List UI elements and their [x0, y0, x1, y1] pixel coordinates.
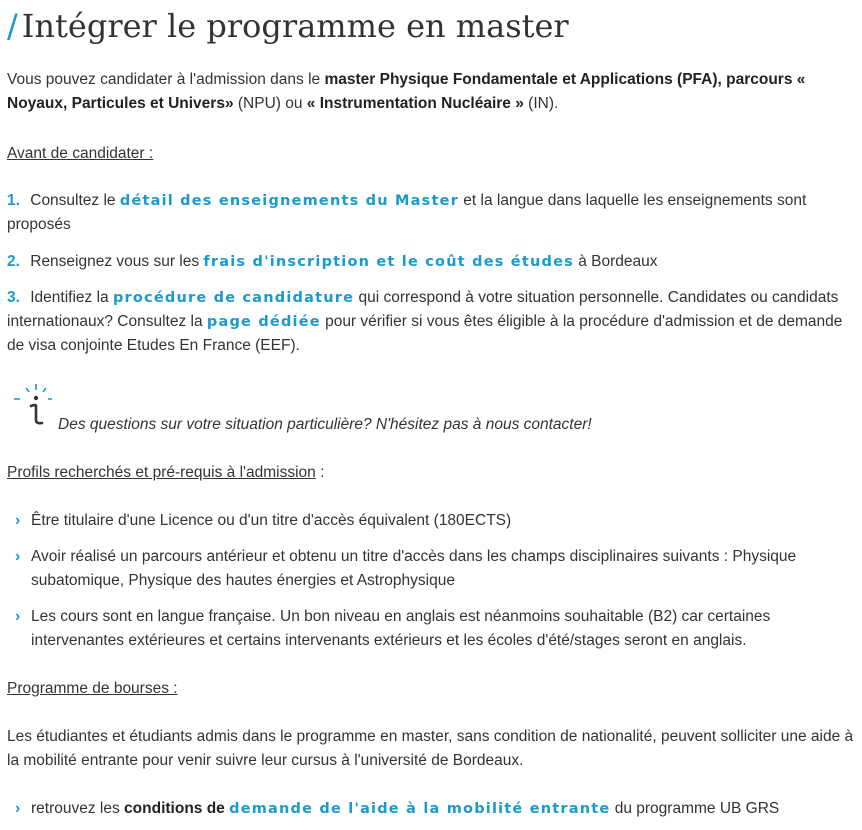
list-item-text: Avoir réalisé un parcours antérieur et obtenu un titre d'accès dans les champs disciplinaires suivants : Physique subatomique, Physique des hautes énergies et Astrophysique: [31, 548, 797, 589]
list-item-text: Être titulaire d'une Licence ou d'un titre d'accès équivalent (180ECTS): [31, 512, 512, 529]
profiles-heading-colon: :: [315, 464, 325, 481]
intro-parcours-in: « Instrumentation Nucléaire »: [306, 95, 524, 112]
intro-text-3: (IN).: [523, 95, 559, 112]
step-text: qui correspond à votre situation personnelle. Candidates ou candidats internationaux? Consultez la: [7, 289, 839, 330]
step-number: 1.: [7, 192, 20, 209]
before-heading: Avant de candidater :: [7, 145, 154, 162]
chevron-right-icon: ›: [15, 800, 21, 817]
intro-text: Vous pouvez candidater à l'admission dans le: [7, 71, 325, 88]
list-item: [7, 509, 859, 533]
chevron-right-icon: ›: [15, 608, 21, 625]
list-item: [7, 797, 859, 821]
link-frais-inscription[interactable]: frais d'inscription et le coût des études: [203, 254, 574, 270]
profiles-heading: [7, 461, 859, 485]
step-text: pour vérifier si vous êtes éligible à la procédure d'admission et de demande de visa conjointe Etudes En France (EEF).: [7, 313, 843, 354]
profiles-heading-text: Profils recherchés et pré-requis à l'admission: [7, 464, 316, 481]
info-message: Des questions sur votre situation particulière? N'hésitez pas à nous contacter!: [58, 416, 592, 433]
step-1: [7, 189, 859, 237]
step-text: et la langue dans laquelle les enseignements sont proposés: [7, 192, 807, 233]
bourses-paragraph: Les étudiantes et étudiants admis dans le programme en master, sans condition de nationalité, peuvent solliciter une aide à la mobilité entrante pour venir suivre leur cursus à l'université de Bordeaux.: [7, 728, 854, 769]
conditions-bold: conditions de: [124, 800, 225, 817]
info-icon: [12, 382, 52, 428]
step-text: Identifiez la: [25, 289, 113, 306]
bourses-heading: Programme de bourses :: [7, 680, 178, 697]
step-text: Renseignez vous sur les: [25, 253, 204, 270]
list-item: [7, 545, 859, 593]
intro-master-name: master Physique Fondamentale et Applications (PFA), parcours « Noyaux, Particules et Univers»: [7, 71, 806, 112]
link-page-dediee[interactable]: page dédiée: [206, 314, 321, 330]
link-detail-enseignements[interactable]: détail des enseignements du Master: [119, 193, 459, 209]
link-aide-mobilite[interactable]: demande de l'aide à la mobilité entrante: [229, 801, 611, 817]
step-text: Consultez le: [25, 192, 120, 209]
step-number: 2.: [7, 253, 20, 270]
list-item-text: Les cours sont en langue française. Un bon niveau en anglais est néanmoins souhaitable (B2) car certaines intervenantes extérieures et certains intervenants extérieurs et les écoles d'été/stages seront en anglais.: [31, 608, 771, 649]
list-item-text: du programme UB GRS: [610, 800, 780, 817]
title-text: Intégrer le programme en master: [21, 7, 569, 45]
chevron-right-icon: ›: [15, 548, 21, 565]
intro-paragraph: [7, 68, 859, 116]
page-title: [7, 4, 569, 48]
intro-text-2: (NPU) ou: [233, 95, 307, 112]
step-number: 3.: [7, 289, 20, 306]
list-item-text: retrouvez les: [31, 800, 125, 817]
step-text: à Bordeaux: [573, 253, 658, 270]
list-item: [7, 605, 859, 653]
title-slash: /: [7, 7, 18, 45]
step-3: [7, 286, 859, 358]
chevron-right-icon: ›: [15, 512, 21, 529]
step-2: [7, 250, 859, 274]
link-procedure-candidature[interactable]: procédure de candidature: [112, 290, 355, 306]
